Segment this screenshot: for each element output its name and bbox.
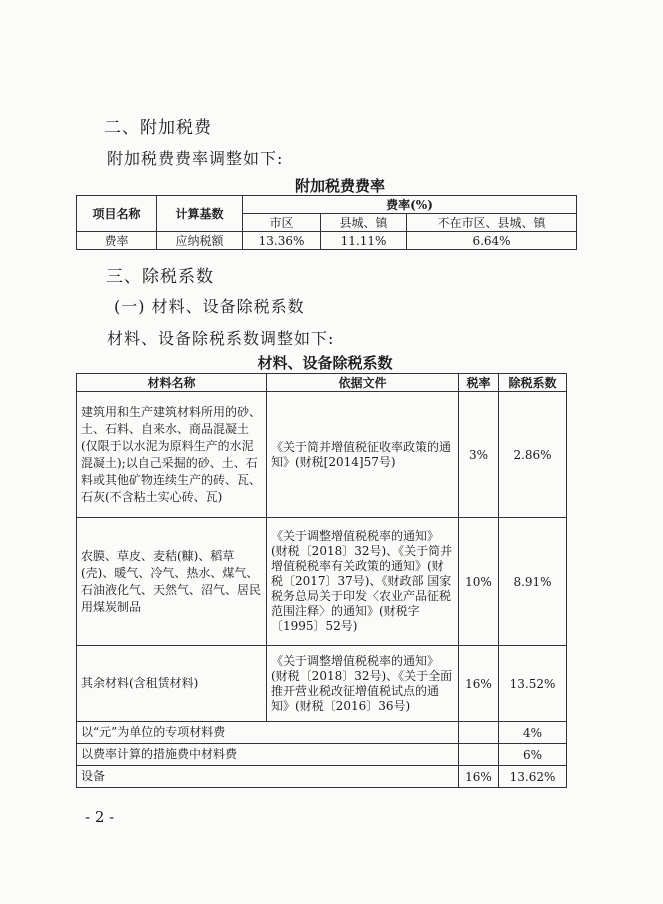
row-base: 应纳税额 [157, 232, 243, 250]
sub-col-county: 县城、镇 [321, 214, 407, 232]
section-3-intro: 材料、设备除税系数调整如下: [107, 329, 335, 348]
table-row [77, 646, 567, 722]
rate-cell: 16% [459, 766, 499, 788]
header-document: 依据文件 [267, 374, 459, 392]
table-row [77, 518, 567, 646]
document-cell: 《关于简并增值税征收率政策的通知》(财税[2014]57号) [267, 392, 459, 518]
rate-county: 11.11% [321, 232, 407, 250]
col-header-base: 计算基数 [157, 196, 243, 232]
table-row [77, 392, 567, 518]
table1-caption: 附加税费费率 [294, 177, 385, 195]
coef-cell: 8.91% [499, 518, 567, 646]
table-row [77, 766, 567, 788]
table2-caption: 材料、设备除税系数 [257, 354, 393, 372]
subsection-heading-1: (一) 材料、设备除税系数 [114, 297, 305, 316]
row-item: 费率 [77, 232, 157, 250]
rate-cell [459, 744, 499, 766]
material-cell: 以费率计算的措施费中材料费 [77, 744, 459, 766]
document-cell: 《关于调整增值税税率的通知》(财税〔2018〕32号)、《关于全面推开营业税改征增值税试点的通知》(财税〔2016〕36号) [267, 646, 459, 722]
table-row [77, 744, 567, 766]
deduction-coefficient-table [76, 373, 567, 788]
sub-col-other: 不在市区、县城、镇 [407, 214, 577, 232]
rate-cell: 16% [459, 646, 499, 722]
section-2-intro: 附加税费费率调整如下: [107, 149, 284, 168]
material-cell: 其余材料(含租赁材料) [77, 646, 267, 722]
surcharge-rate-table [76, 195, 577, 250]
section-heading-2: 二、附加税费 [104, 118, 212, 138]
coef-cell: 2.86% [499, 392, 567, 518]
header-coef: 除税系数 [499, 374, 567, 392]
coef-cell: 13.62% [499, 766, 567, 788]
coef-cell: 6% [499, 744, 567, 766]
rate-cell [459, 722, 499, 744]
col-header-item: 项目名称 [77, 196, 157, 232]
sub-col-urban: 市区 [243, 214, 321, 232]
rate-cell: 3% [459, 392, 499, 518]
section-heading-3: 三、除税系数 [106, 267, 214, 287]
material-cell: 以“元”为单位的专项材料费 [77, 722, 459, 744]
page-number: - 2 - [85, 808, 115, 826]
rate-cell: 10% [459, 518, 499, 646]
material-cell: 建筑用和生产建筑材料所用的砂、土、石料、自来水、商品混凝土(仅限于以水泥为原料生产的水泥混凝土);以自己采掘的砂、土、石料或其他矿物连续生产的砖、瓦、石灰(不含粘土实心砖、瓦) [77, 392, 267, 518]
col-header-rate: 费率(%) [243, 196, 577, 214]
document-cell: 《关于调整增值税税率的通知》(财税〔2018〕32号)、《关于简并增值税税率有关政策的通知》(财税〔2017〕37号)、《财政部 国家税务总局关于印发〈农业产品征税范围注释〉的通知》(财税字〔1995〕52号) [267, 518, 459, 646]
coef-cell: 4% [499, 722, 567, 744]
rate-urban: 13.36% [243, 232, 321, 250]
rate-other: 6.64% [407, 232, 577, 250]
material-cell: 设备 [77, 766, 459, 788]
material-cell: 农膜、草皮、麦秸(糠)、稻草(壳)、暖气、冷气、热水、煤气、石油液化气、天然气、沼气、居民用煤炭制品 [77, 518, 267, 646]
header-material: 材料名称 [77, 374, 267, 392]
table-row [77, 722, 567, 744]
header-rate: 税率 [459, 374, 499, 392]
coef-cell: 13.52% [499, 646, 567, 722]
